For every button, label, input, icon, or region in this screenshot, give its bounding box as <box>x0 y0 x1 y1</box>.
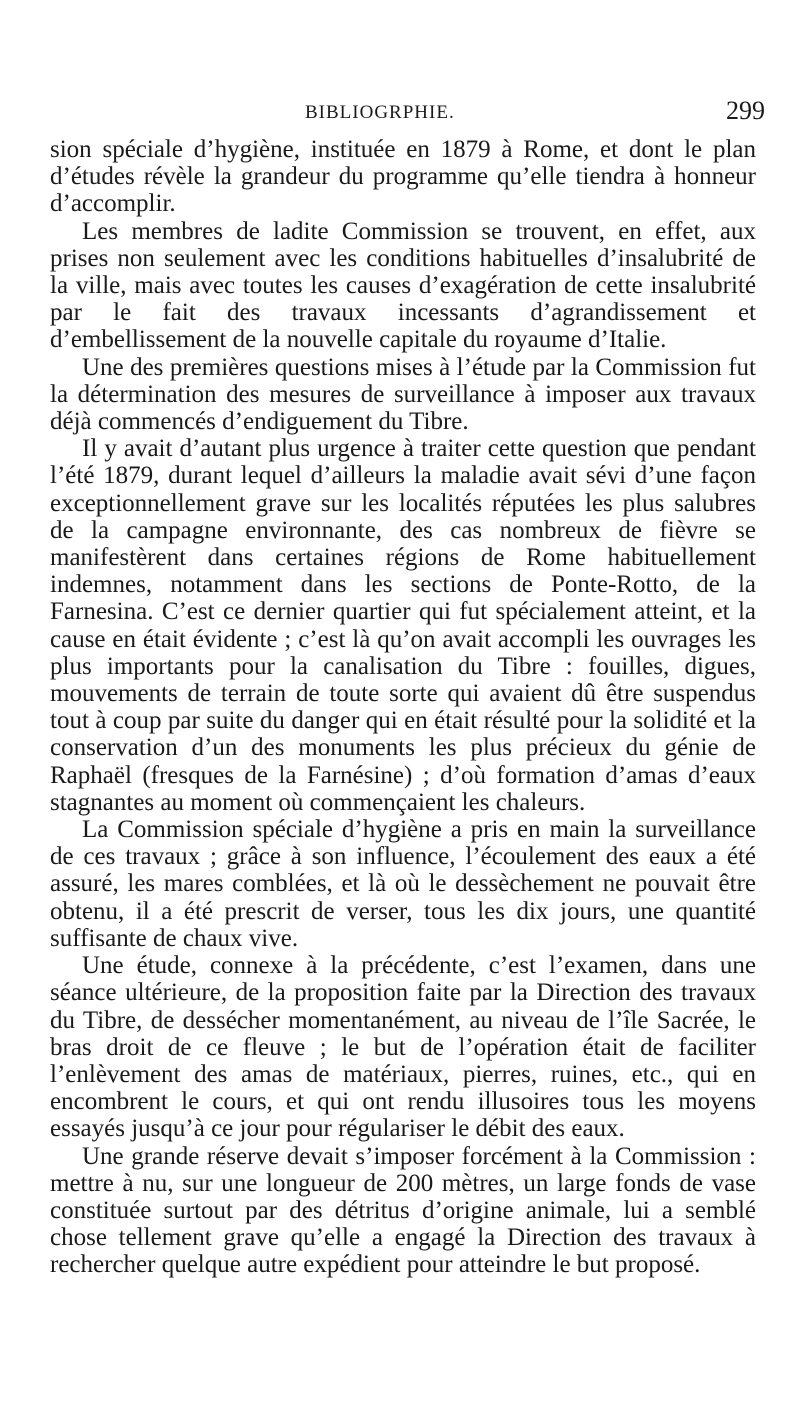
page-number: 299 <box>726 96 765 125</box>
paragraph: Une étude, connexe à la précédente, c’est l’examen, dans une séance ultérieure, de la proposition faite par la Direction des travaux du Tibre, de dessécher momentanément, au niveau de l’île Sacrée, le bras droit de ce fleuve ; le but de l’opération était de faciliter l’enlèvement des amas de matériaux, pierres, ruines, etc., qui en encombrent le cours, et qui ont rendu illusoires tous les moyens essayés jusqu’à ce jour pour régulariser le débit des eaux. <box>50 952 756 1143</box>
paragraph: Une des premières questions mises à l’étude par la Commission fut la détermination des mesures de surveillance à imposer aux travaux déjà commencés d’endiguement du Tibre. <box>50 353 756 436</box>
paragraph: sion spéciale d’hygiène, instituée en 1879 à Rome, et dont le plan d’études révèle la grandeur du programme qu’elle tiendra à honneur d’accomplir. <box>50 136 756 218</box>
paragraph: La Commission spéciale d’hygiène a pris en main la surveillance de ces travaux ; grâce à son influence, l’écoulement des eaux a été assuré, les mares comblées, et là où le dessèchement ne pouvait être obtenu, il a été prescrit de verser, tous les dix jours, une quantité suffisante de chaux vive. <box>50 816 756 952</box>
paragraph: Il y avait d’autant plus urgence à traiter cette question que pendant l’été 1879, durant lequel d’ailleurs la maladie avait sévi d’une façon exceptionnellement grave sur les localités réputées les plus salubres de la campagne environnante, des cas nombreux de fièvre se manifestèrent dans certaines régions de Rome habituellement indemnes, notamment dans les sections de Ponte-Rotto, de la Farnesina. C’est ce dernier quartier qui fut spécialement atteint, et la cause en était évidente ; c’est là qu’on avait accompli les ouvrages les plus importants pour la canalisation du Tibre : fouilles, digues, mouvements de terrain de toute sorte qui avaient dû être suspendus tout à coup par suite du danger qui en était résulté pour la solidité et la conservation d’un des monuments les plus précieux du génie de Raphaël (fresques de la Farnésine) ; d’où formation d’amas d’eaux stagnantes au moment où commençaient les chaleurs. <box>50 435 756 816</box>
page-header <box>0 94 800 134</box>
paragraph: Les membres de ladite Commission se trouvent, en effet, aux prises non seulement avec les conditions habituelles d’insalubrité de la ville, mais avec toutes les causes d’exagération de cette insalubrité par le fait des travaux incessants d’agrandissement et d’embellissement de la nouvelle capitale du royaume d’Italie. <box>50 217 756 354</box>
paragraph: Une grande réserve devait s’imposer forcément à la Commission : mettre à nu, sur une longueur de 200 mètres, un large fonds de vase constituée surtout par des détritus d’origine animale, lui a semblé chose tellement grave qu’elle a engagé la Direction des travaux à rechercher quelque autre expédient pour atteindre le but proposé. <box>50 1142 756 1279</box>
running-title: BIBLIOGRPHIE. <box>305 102 455 123</box>
body-text <box>50 136 756 1279</box>
